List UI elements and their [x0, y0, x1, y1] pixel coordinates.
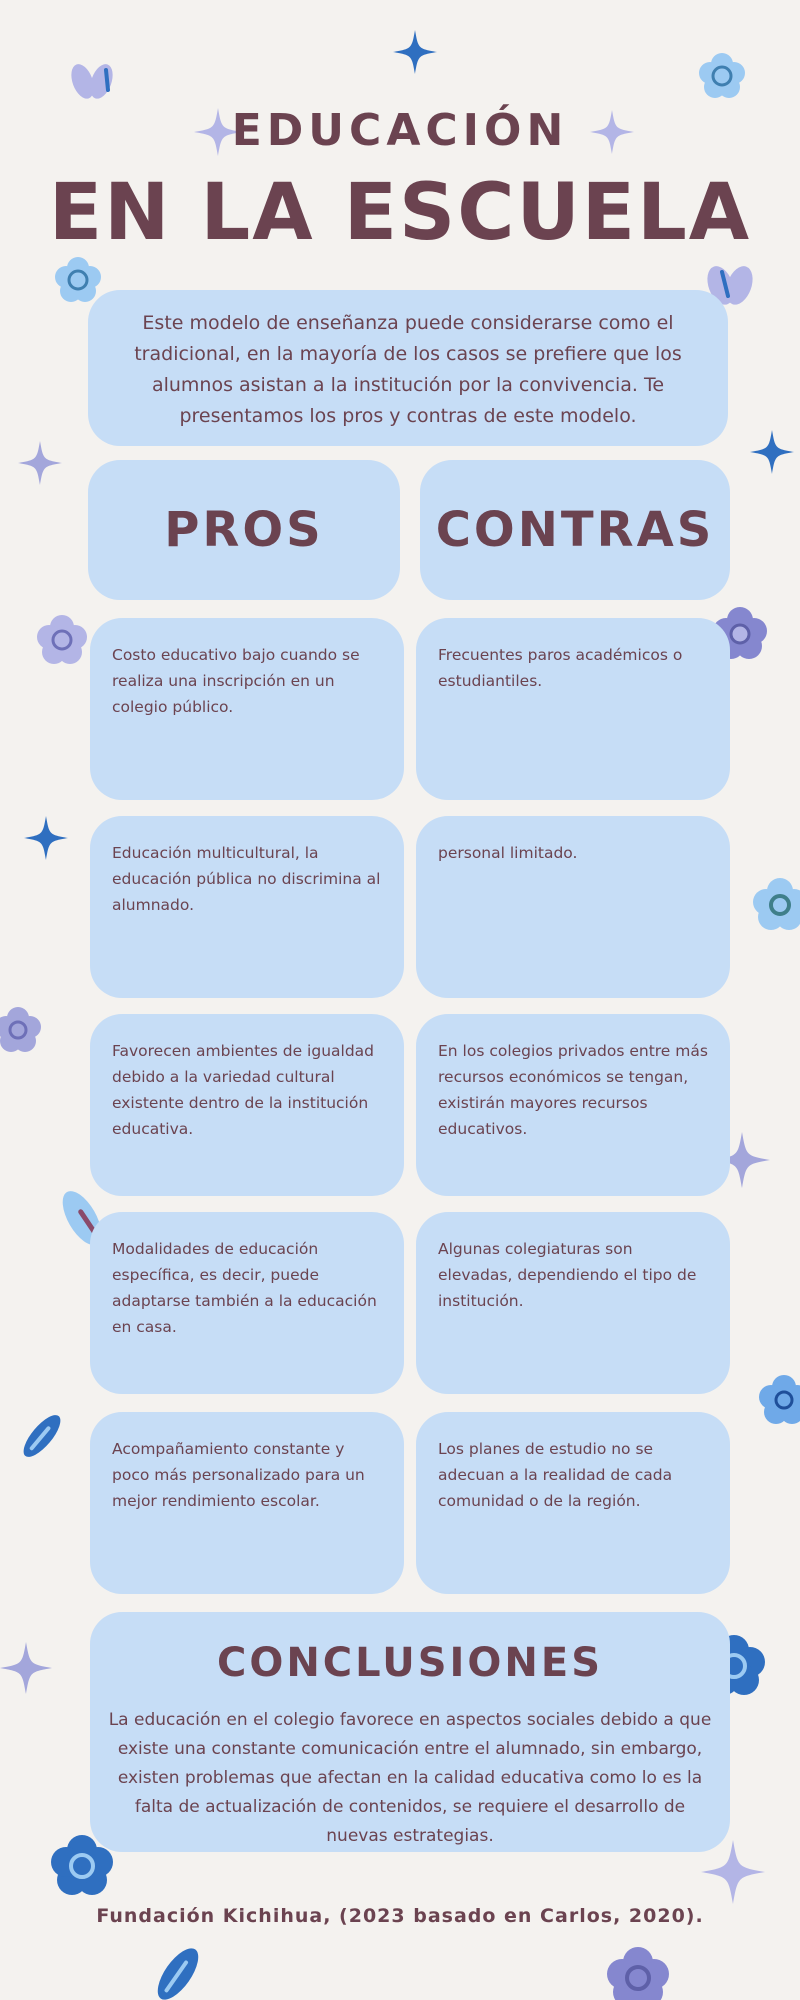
title-line-1: EDUCACIÓN — [231, 105, 569, 156]
pros-heading-card — [88, 460, 400, 600]
leaf-icon — [150, 1942, 206, 2000]
conclusions-text: La educación en el colegio favorece en aspectos sociales debido a que existe una constante comunicación entre el alumnado, sin embargo, existen problemas que afectan en la calidad educativa como lo es la falta de actualización de contenidos, se requiere el desarrollo de nuevas estrategias. — [108, 1710, 712, 1846]
contras-heading: CONTRAS — [435, 502, 715, 558]
source-citation: Fundación Kichihua, (2023 basado en Carlos, 2020). — [96, 1905, 704, 1927]
pros-item — [90, 1412, 404, 1594]
star-icon — [0, 1642, 52, 1694]
title-line-2: EN LA ESCUELA — [48, 168, 752, 258]
conclusions-title: CONCLUSIONES — [216, 1640, 604, 1686]
star-icon — [393, 30, 437, 74]
contras-item-text: Algunas colegiaturas son elevadas, dependiendo el tipo de institución. — [438, 1240, 697, 1310]
contras-item — [416, 1212, 730, 1394]
flower-icon — [759, 1375, 800, 1424]
contras-item — [416, 816, 730, 998]
contras-item — [416, 1412, 730, 1594]
star-icon — [24, 816, 68, 860]
pros-item-text: Favorecen ambientes de igualdad debido a la variedad cultural existente dentro de la institución educativa. — [112, 1042, 374, 1138]
bud-icon — [67, 61, 117, 102]
pros-item-text: Costo educativo bajo cuando se realiza una inscripción en un colegio público. — [112, 646, 360, 716]
flower-icon — [607, 1947, 669, 2000]
contras-item-text: Los planes de estudio no se adecuan a la realidad de cada comunidad o de la región. — [438, 1440, 673, 1510]
pros-heading: PROS — [164, 502, 324, 558]
contras-item-text: Frecuentes paros académicos o estudiantiles. — [438, 646, 683, 690]
flower-icon — [37, 615, 87, 664]
contras-heading-card — [420, 460, 730, 600]
flower-icon — [55, 257, 101, 302]
intro-text: Este modelo de enseñanza puede considerarse como el tradicional, en la mayoría de los casos se prefiere que los alumnos asistan a la institución por la convivencia. Te presentamos los pros y contras de este modelo. — [134, 312, 682, 427]
flower-icon — [0, 1007, 41, 1052]
pros-item-text: Acompañamiento constante y poco más personalizado para un mejor rendimiento escolar. — [112, 1440, 365, 1510]
pros-item — [90, 1014, 404, 1196]
pros-item — [90, 816, 404, 998]
contras-item-text: personal limitado. — [438, 844, 578, 862]
intro-card — [88, 290, 728, 446]
pros-item — [90, 1212, 404, 1394]
conclusions-card — [90, 1612, 730, 1852]
pros-item — [90, 618, 404, 800]
contras-item — [416, 1014, 730, 1196]
star-icon — [18, 441, 62, 485]
leaf-icon — [18, 1410, 67, 1463]
star-icon — [750, 430, 794, 474]
contras-item-text: En los colegios privados entre más recursos económicos se tengan, existirán mayores recursos educativos. — [438, 1042, 708, 1138]
flower-icon — [699, 53, 745, 98]
pros-item-text: Modalidades de educación específica, es decir, puede adaptarse también a la educación en casa. — [112, 1240, 377, 1336]
contras-item — [416, 618, 730, 800]
pros-item-text: Educación multicultural, la educación pública no discrimina al alumnado. — [112, 844, 381, 914]
flower-icon — [753, 878, 800, 930]
